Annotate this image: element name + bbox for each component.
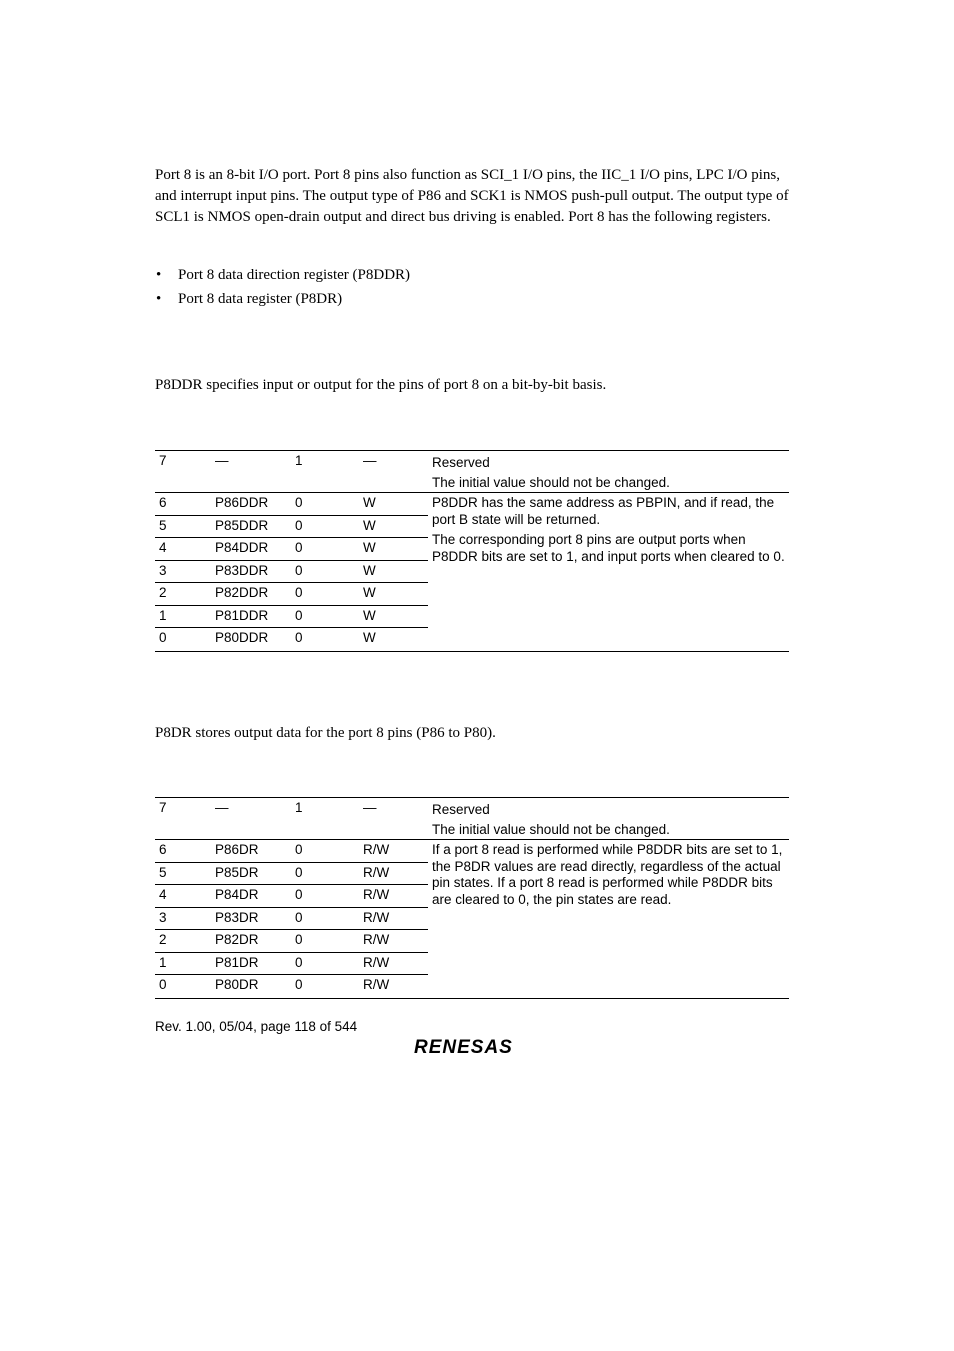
table-row: 6 P86DR 0 R/W If a port 8 read is performed while P8DDR bits are set to 1, the P8DR values are read directly, regardless of the actual pin states. If a port 8 read is performed while P8DDR bits are cleared to 0, the pin states are read.: [155, 839, 789, 863]
table-row: 5 P85DR 0 R/W: [155, 863, 789, 886]
table-row: [155, 451, 789, 492]
description-cell: Reserved The initial value should not be changed.: [432, 455, 670, 490]
p8ddr-description: P8DDR specifies input or output for the pins of port 8 on a bit-by-bit basis.: [155, 377, 607, 393]
page-footer: Rev. 1.00, 05/04, page 118 of 544: [155, 1019, 358, 1034]
description-cell: Reserved The initial value should not be changed.: [432, 802, 670, 837]
description-cell: If a port 8 read is performed while P8DDR bits are set to 1, the P8DR values are read directly, regardless of the actual pin states. If a port 8 read is performed while P8DDR bits are cleared to 0, the pin states are read.: [432, 842, 783, 907]
table-row: 6 P86DDR 0 W P8DDR has the same address as PBPIN, and if read, the port B state will be returned. The corresponding port 8 pins are output ports when P8DDR bits are set to 1, and input ports when cleared to 0.: [155, 492, 789, 516]
renesas-logo-icon: [412, 1035, 534, 1057]
table-row: 1 P81DR 0 R/W: [155, 953, 789, 976]
p8ddr-table: [155, 450, 789, 652]
table-row: 4 P84DR 0 R/W: [155, 885, 789, 908]
register-list: [155, 265, 795, 313]
table-row: 1 P81DDR 0 W: [155, 606, 789, 629]
svg-text:RENESAS: RENESAS: [414, 1037, 513, 1057]
table-row: 5 P85DDR 0 W: [155, 516, 789, 539]
table-row: [155, 798, 789, 839]
list-item: • Port 8 data register (P8DR): [156, 291, 343, 307]
table-row: 3 P83DR 0 R/W: [155, 908, 789, 931]
bit-name-cell: —: [215, 453, 229, 468]
bit-cell: 7: [159, 800, 167, 815]
p8dr-description: P8DR stores output data for the port 8 pins (P86 to P80).: [155, 725, 496, 741]
intro-paragraph: Port 8 is an 8-bit I/O port. Port 8 pins also function as SCI_1 I/O pins, the IIC_1 I/O pins, LPC I/O pins, and interrupt input pins. The output type of P86 and SCK1 is NMOS push-pull output. The output type of SCL1 is NMOS open-drain output and direct bus driving is enabled. Port 8 has the following registers.: [155, 167, 789, 225]
rw-cell: —: [363, 453, 377, 468]
description-cell: P8DDR has the same address as PBPIN, and if read, the port B state will be returned. The corresponding port 8 pins are output ports when P8DDR bits are set to 1, and input ports when cleared to 0.: [432, 495, 785, 564]
list-item: • Port 8 data direction register (P8DDR): [156, 267, 411, 283]
bit-name-cell: —: [215, 800, 229, 815]
table-row: 2 P82DDR 0 W: [155, 583, 789, 606]
bit-cell: 7: [159, 453, 167, 468]
renesas-logo: [412, 1035, 534, 1062]
table-row: 0 P80DR 0 R/W: [159, 977, 390, 992]
table-row: 4 P84DDR 0 W: [155, 538, 789, 561]
table-row: 3 P83DDR 0 W: [155, 561, 789, 584]
table-row: 2 P82DR 0 R/W: [155, 930, 789, 953]
initial-value-cell: 1: [295, 800, 303, 815]
p8dr-table: [155, 797, 789, 999]
rw-cell: —: [363, 800, 377, 815]
table-row: 0 P80DDR 0 W: [159, 630, 376, 645]
initial-value-cell: 1: [295, 453, 303, 468]
